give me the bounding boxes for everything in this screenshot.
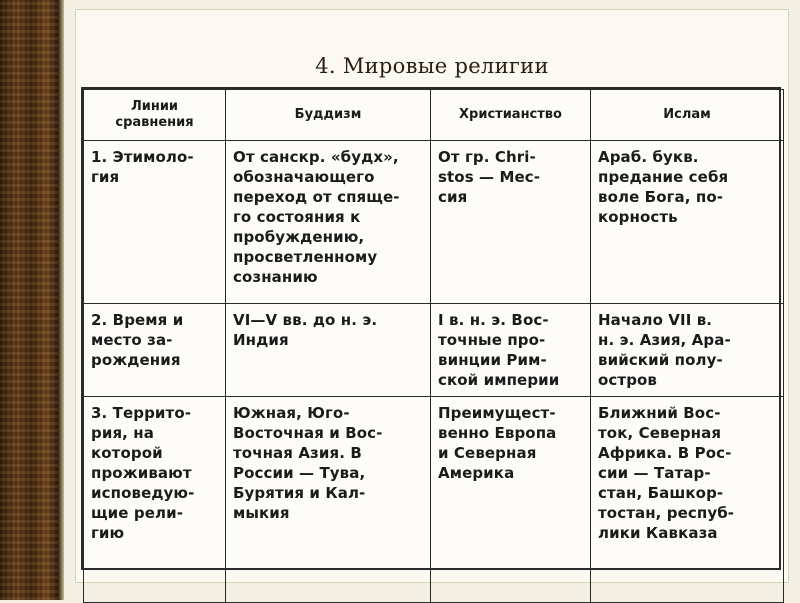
table-cell: VI—V вв. до н. э. Индия — [226, 304, 431, 397]
table-cell: 1. Этимоло- гия — [84, 141, 226, 304]
table-cell: Ближний Вос- ток, Северная Африка. В Рос- сии — Татар- стан, Башкор- тостан, респуб- лики Кавказа — [591, 397, 784, 603]
header-christianity: Христианство — [431, 90, 591, 141]
table-cell: Араб. букв. предание себя воле Бога, по- корность — [591, 141, 784, 304]
table-header-row — [84, 90, 784, 141]
header-islam: Ислам — [591, 90, 784, 141]
table-row — [84, 397, 784, 603]
table-cell: Начало VII в. н. э. Азия, Ара- вийский полу- остров — [591, 304, 784, 397]
table-row — [84, 304, 784, 397]
religions-comparison-table — [83, 89, 784, 603]
header-comparison-lines: Линии сравнения — [84, 90, 226, 141]
table-cell: От гр. Chri- stos — Мес- сия — [431, 141, 591, 304]
table-cell: Южная, Юго- Восточная и Вос- точная Азия. В России — Тува, Бурятия и Кал- мыкия — [226, 397, 431, 603]
comparison-table-container — [81, 87, 781, 570]
decorative-strip-edge — [58, 0, 64, 600]
table-cell: От санскр. «будх», обозначающего переход от спяще- го состояния к пробуждению, просветленному сознанию — [226, 141, 431, 304]
decorative-wood-strip — [0, 0, 58, 600]
table-row — [84, 141, 784, 304]
table-cell: I в. н. э. Вос- точные про- винции Рим- ской империи — [431, 304, 591, 397]
header-buddhism: Буддизм — [226, 90, 431, 141]
table-cell: 2. Время и место за- рождения — [84, 304, 226, 397]
table-cell: Преимущест- венно Европа и Северная Америка — [431, 397, 591, 603]
page-title: 4. Мировые религии — [315, 54, 549, 78]
table-cell: 3. Террито- рия, на которой проживают исповедую- щие рели- гию — [84, 397, 226, 603]
slide-content — [76, 10, 788, 582]
